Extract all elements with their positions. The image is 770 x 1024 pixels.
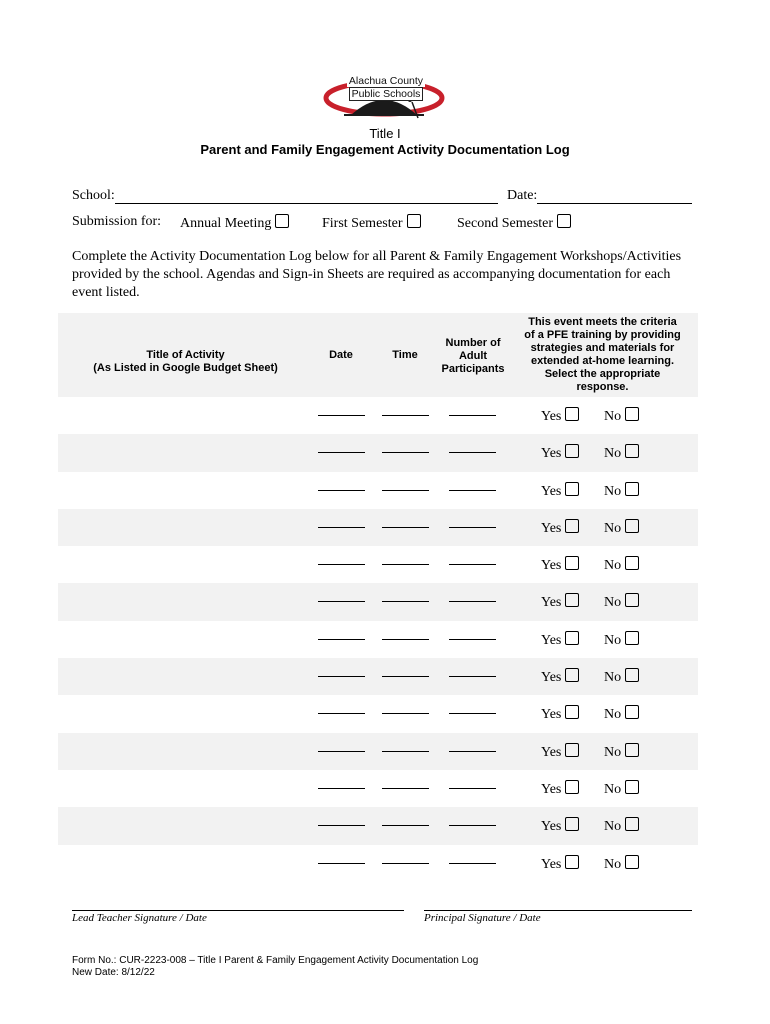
header-text: extended at-home learning. [530, 355, 675, 367]
no-option [604, 855, 639, 873]
date-blank[interactable] [318, 863, 365, 864]
table-row [58, 434, 698, 471]
yes-option [541, 482, 579, 500]
yes-option [541, 631, 579, 649]
option-label: First Semester [322, 216, 403, 231]
logo-line2: Public Schools [349, 87, 424, 101]
time-blank[interactable] [382, 863, 429, 864]
header-text: of a PFE training by providing [524, 329, 681, 341]
header-date: Date [329, 349, 353, 361]
participants-blank[interactable] [449, 601, 496, 602]
yes-label: Yes [541, 707, 562, 723]
submission-label: Submission for: [72, 214, 162, 229]
yes-checkbox[interactable] [565, 444, 579, 458]
date-blank[interactable] [318, 676, 365, 677]
yes-checkbox[interactable] [565, 743, 579, 757]
no-option [604, 593, 639, 611]
participants-blank[interactable] [449, 788, 496, 789]
yes-label: Yes [541, 409, 562, 424]
school-field [72, 188, 498, 204]
no-label: No [604, 819, 622, 835]
title-line1: Title I [369, 126, 401, 141]
yes-label: Yes [541, 483, 562, 499]
form-number: Form No.: CUR-2223-008 – Title I Parent & Family Engagement Activity Documentation Log [72, 955, 479, 966]
school-label: School: [72, 188, 115, 203]
header-text: Title of Activity [146, 349, 225, 361]
no-label: No [604, 558, 622, 574]
date-blank[interactable] [318, 601, 365, 602]
no-checkbox[interactable] [625, 743, 639, 757]
table-row [58, 546, 698, 583]
yes-label: Yes [541, 446, 562, 462]
submission-row [72, 214, 692, 234]
option-annual-meeting [180, 214, 289, 232]
table-row [58, 770, 698, 807]
header-text: strategies and materials for [530, 342, 675, 354]
time-blank[interactable] [382, 527, 429, 528]
table-row [58, 807, 698, 844]
no-label: No [604, 409, 622, 424]
table-header [58, 313, 698, 397]
yes-checkbox[interactable] [565, 817, 579, 831]
time-blank[interactable] [382, 490, 429, 491]
yes-checkbox[interactable] [565, 519, 579, 533]
instructions: Complete the Activity Documentation Log below for all Parent & Family Engagement Workshops/Activities provided by the school. Agendas and Sign-in Sheets are required as accompanying documentation for each event listed. [72, 249, 682, 300]
header-text: Participants [441, 363, 505, 375]
page-title: Parent and Family Engagement Activity Documentation Log [200, 142, 570, 157]
time-blank[interactable] [382, 639, 429, 640]
yes-label: Yes [541, 632, 562, 648]
yes-checkbox[interactable] [565, 668, 579, 682]
no-option [604, 817, 639, 835]
yes-option [541, 780, 579, 798]
time-blank[interactable] [382, 825, 429, 826]
no-option [604, 482, 639, 500]
no-checkbox[interactable] [625, 444, 639, 458]
yes-checkbox[interactable] [565, 593, 579, 607]
header-time: Time [392, 349, 418, 361]
no-label: No [604, 707, 622, 723]
table-row [58, 509, 698, 546]
date-blank[interactable] [318, 527, 365, 528]
header-criteria [510, 316, 695, 394]
time-blank[interactable] [382, 676, 429, 677]
school-input-line[interactable] [115, 189, 498, 204]
yes-label: Yes [541, 781, 562, 797]
participants-blank[interactable] [449, 639, 496, 640]
no-checkbox[interactable] [625, 519, 639, 533]
time-blank[interactable] [382, 713, 429, 714]
lead-signature-label: Lead Teacher Signature / Date [72, 912, 207, 924]
table-row [58, 397, 698, 434]
header-text: Adult [458, 350, 488, 362]
no-checkbox[interactable] [625, 780, 639, 794]
no-option [604, 631, 639, 649]
date-input-line[interactable] [537, 189, 692, 204]
time-blank[interactable] [382, 415, 429, 416]
yes-option [541, 743, 579, 761]
header-text: This event meets the criteria [528, 316, 677, 328]
time-blank[interactable] [382, 751, 429, 752]
date-blank[interactable] [318, 825, 365, 826]
participants-blank[interactable] [449, 452, 496, 453]
yes-label: Yes [541, 558, 562, 574]
yes-label: Yes [541, 744, 562, 760]
no-label: No [604, 670, 622, 686]
option-second-semester [457, 214, 571, 232]
time-blank[interactable] [382, 452, 429, 453]
activity-log-table [58, 313, 698, 882]
no-option [604, 743, 639, 761]
yes-option [541, 668, 579, 686]
logo-line1: Alachua County [348, 75, 424, 87]
option-label: Annual Meeting [180, 216, 272, 231]
no-label: No [604, 744, 622, 760]
principal-signature-line[interactable] [424, 910, 692, 911]
yes-label: Yes [541, 595, 562, 611]
participants-blank[interactable] [449, 564, 496, 565]
date-blank[interactable] [318, 490, 365, 491]
table-row [58, 845, 698, 882]
participants-blank[interactable] [449, 490, 496, 491]
lead-signature-line[interactable] [72, 910, 404, 911]
no-checkbox[interactable] [625, 668, 639, 682]
checkbox[interactable] [275, 214, 289, 228]
yes-label: Yes [541, 670, 562, 686]
no-checkbox[interactable] [625, 705, 639, 719]
participants-blank[interactable] [449, 713, 496, 714]
header-text: response. [576, 381, 629, 393]
yes-option [541, 855, 579, 873]
no-label: No [604, 595, 622, 611]
principal-signature-label: Principal Signature / Date [424, 912, 541, 924]
table-row [58, 583, 698, 620]
header-text: Number of [445, 337, 501, 349]
yes-label: Yes [541, 819, 562, 835]
header-text: (As Listed in Google Budget Sheet) [93, 362, 278, 374]
no-checkbox[interactable] [625, 593, 639, 607]
time-blank[interactable] [382, 788, 429, 789]
no-option [604, 668, 639, 686]
date-field [507, 188, 692, 204]
date-blank[interactable] [318, 639, 365, 640]
header-participants [438, 337, 508, 376]
yes-option [541, 407, 579, 425]
yes-option [541, 817, 579, 835]
option-label: Second Semester [457, 216, 554, 231]
no-option [604, 407, 639, 425]
table-row [58, 472, 698, 509]
participants-blank[interactable] [449, 751, 496, 752]
date-blank[interactable] [318, 788, 365, 789]
no-label: No [604, 632, 622, 648]
date-blank[interactable] [318, 713, 365, 714]
time-blank[interactable] [382, 564, 429, 565]
no-checkbox[interactable] [625, 855, 639, 869]
yes-option [541, 444, 579, 462]
no-option [604, 444, 639, 462]
yes-option [541, 519, 579, 537]
date-blank[interactable] [318, 564, 365, 565]
option-first-semester [322, 214, 421, 232]
participants-blank[interactable] [449, 527, 496, 528]
checkbox[interactable] [557, 214, 571, 228]
no-option [604, 780, 639, 798]
header-text: Select the appropriate [544, 368, 661, 380]
yes-option [541, 556, 579, 574]
participants-blank[interactable] [449, 676, 496, 677]
yes-checkbox[interactable] [565, 631, 579, 645]
yes-checkbox[interactable] [565, 482, 579, 496]
no-label: No [604, 446, 622, 462]
no-checkbox[interactable] [625, 556, 639, 570]
date-blank[interactable] [318, 415, 365, 416]
checkbox[interactable] [407, 214, 421, 228]
yes-label: Yes [541, 856, 562, 872]
table-row [58, 658, 698, 695]
logo-text [344, 75, 428, 101]
date-label: Date: [507, 188, 538, 203]
yes-checkbox[interactable] [565, 855, 579, 869]
no-label: No [604, 781, 622, 797]
table-row [58, 621, 698, 658]
yes-checkbox[interactable] [565, 780, 579, 794]
no-option [604, 556, 639, 574]
no-option [604, 519, 639, 537]
no-label: No [604, 856, 622, 872]
yes-option [541, 705, 579, 723]
date-blank[interactable] [318, 751, 365, 752]
new-date: New Date: 8/12/22 [72, 967, 155, 978]
participants-blank[interactable] [449, 415, 496, 416]
no-checkbox[interactable] [625, 817, 639, 831]
no-checkbox[interactable] [625, 631, 639, 645]
participants-blank[interactable] [449, 863, 496, 864]
yes-checkbox[interactable] [565, 705, 579, 719]
table-row [58, 695, 698, 732]
yes-checkbox[interactable] [565, 556, 579, 570]
yes-option [541, 593, 579, 611]
no-checkbox[interactable] [625, 482, 639, 496]
table-row [58, 733, 698, 770]
no-option [604, 705, 639, 723]
participants-blank[interactable] [449, 825, 496, 826]
no-checkbox[interactable] [625, 407, 639, 421]
yes-label: Yes [541, 520, 562, 536]
time-blank[interactable] [382, 601, 429, 602]
yes-checkbox[interactable] [565, 407, 579, 421]
table-body [58, 397, 698, 882]
no-label: No [604, 520, 622, 536]
date-blank[interactable] [318, 452, 365, 453]
no-label: No [604, 483, 622, 499]
header-activity [68, 349, 303, 375]
